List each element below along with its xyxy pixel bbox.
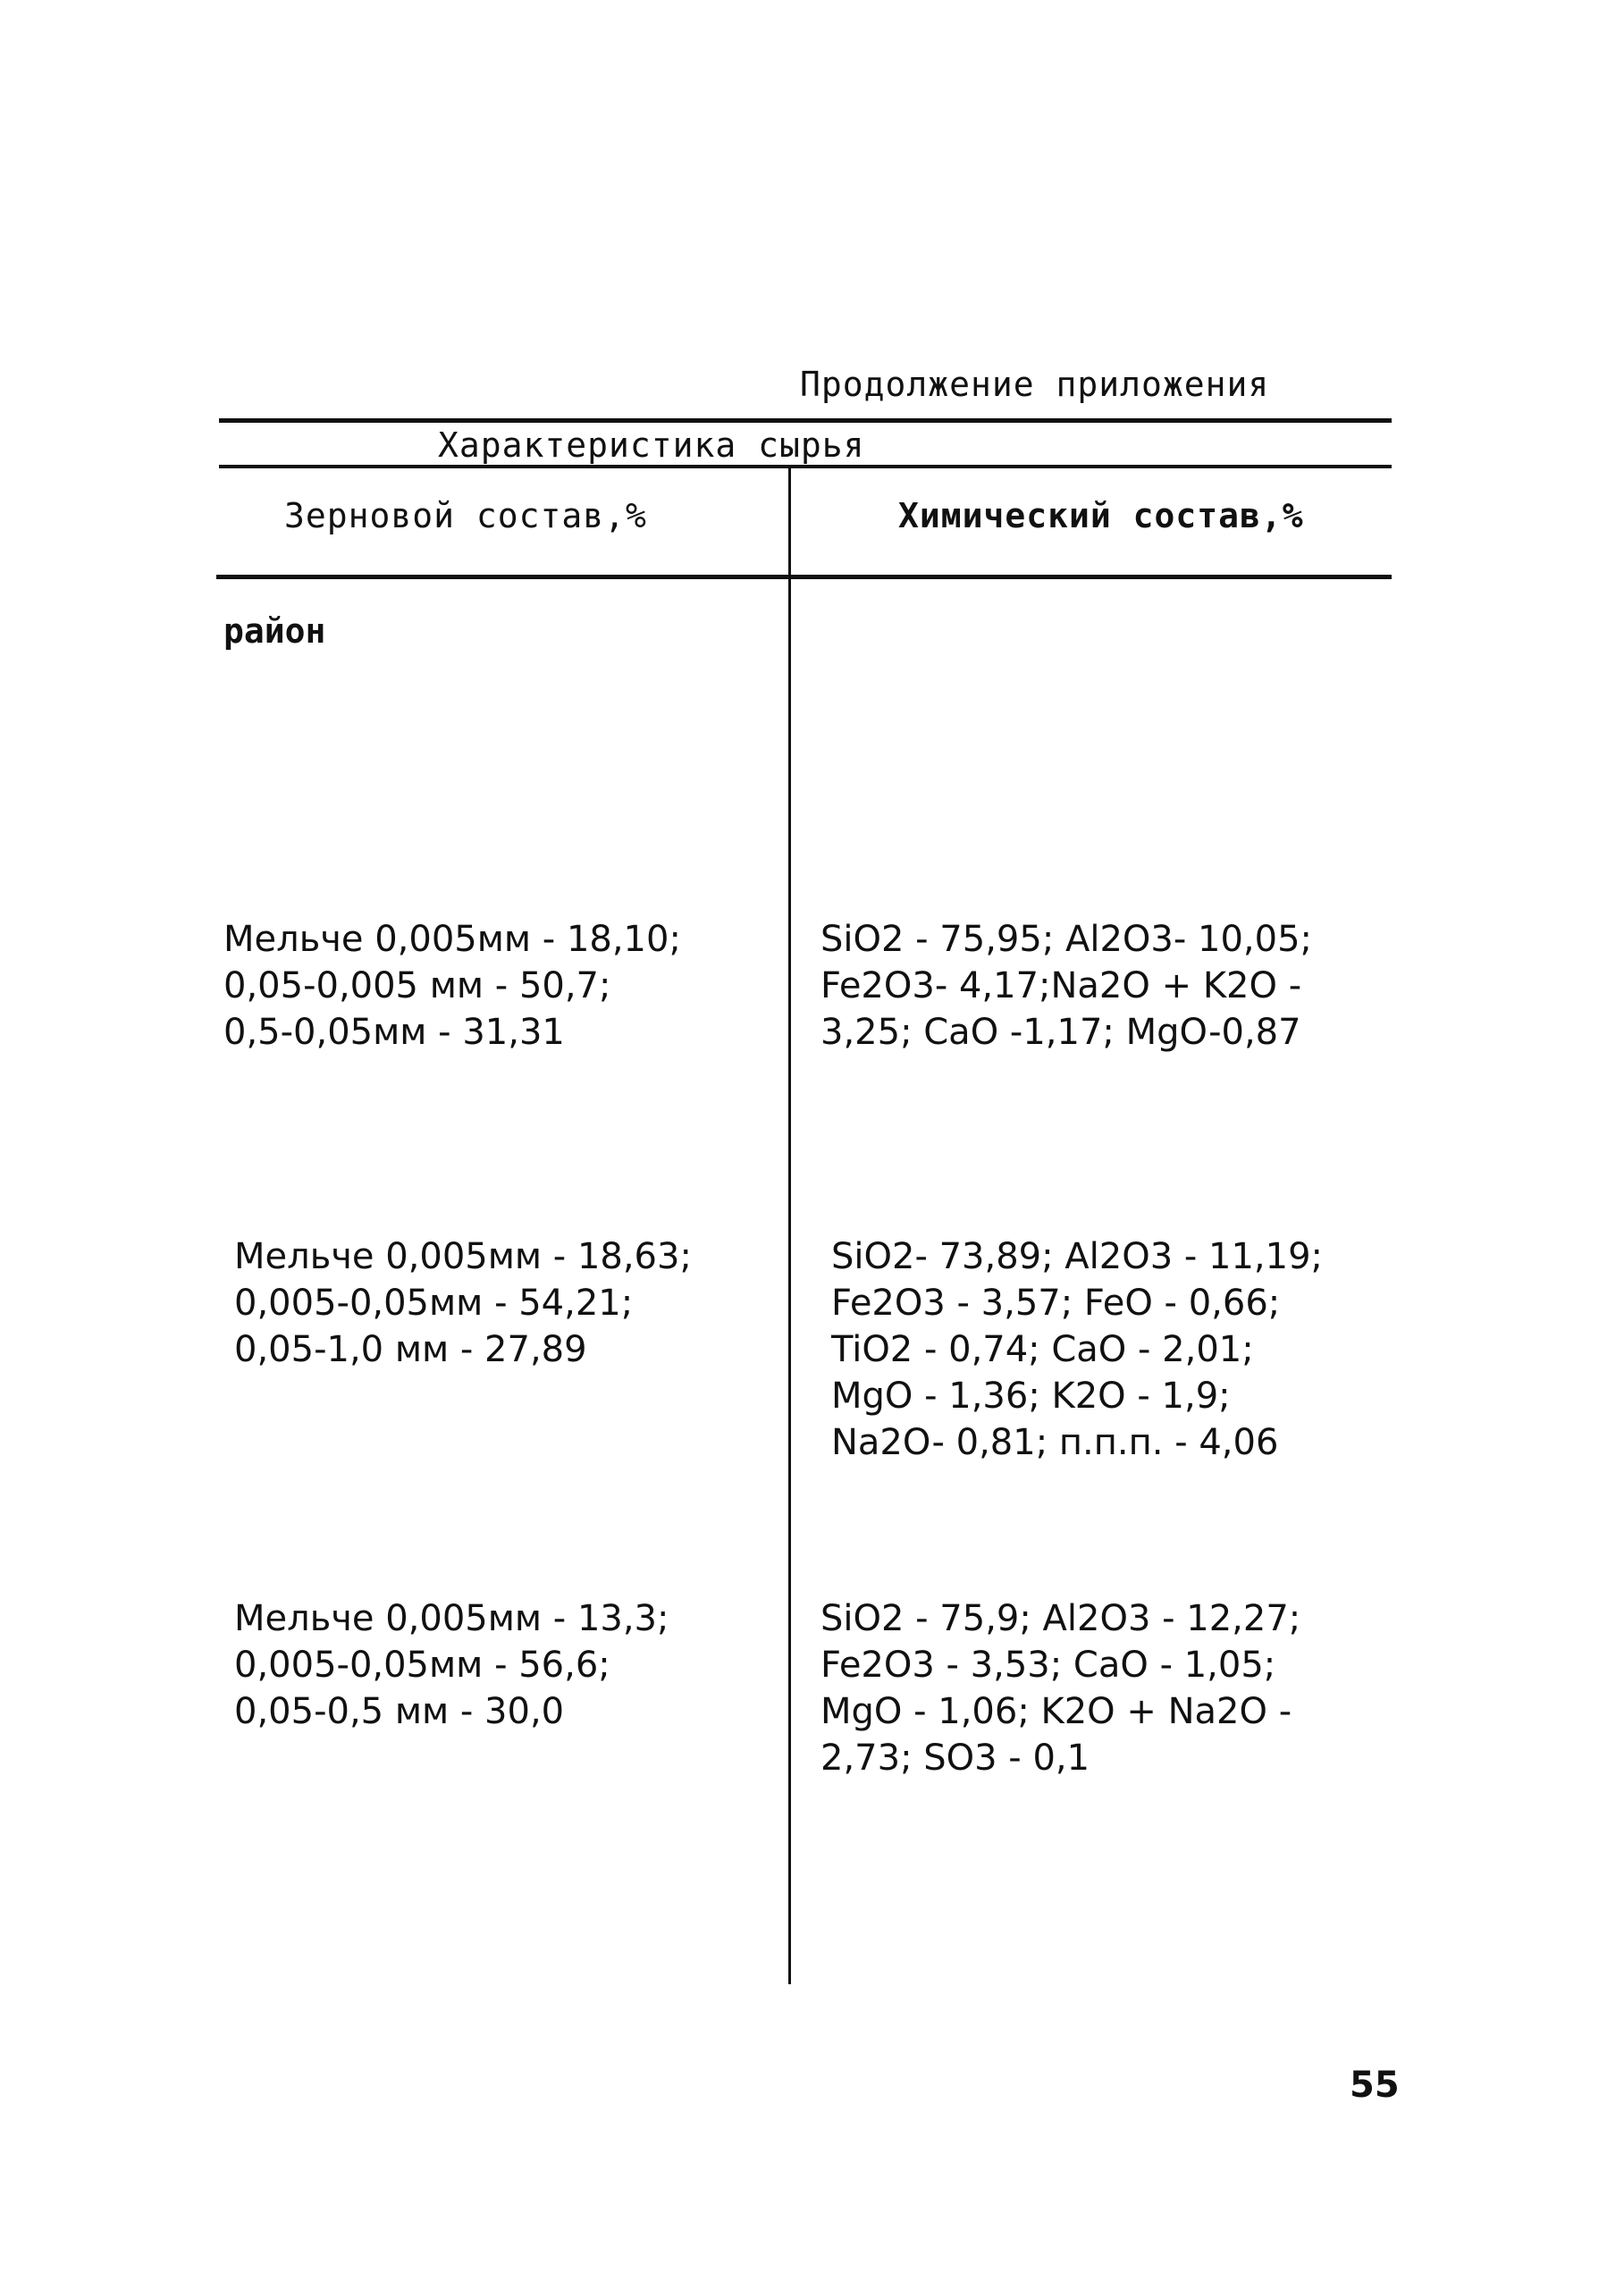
grain-line: 0,5-0,05мм - 31,31 — [223, 1012, 565, 1053]
chemical-line: SiO2 - 75,95; Al2O3- 10,05; — [820, 919, 1312, 960]
continuation-title: Продолжение приложения — [800, 365, 1270, 404]
column-divider — [788, 465, 791, 1984]
column-header-grain: Зерновой состав,% — [284, 496, 647, 535]
grain-line: Мельче 0,005мм - 18,10; — [223, 919, 681, 960]
chemical-line: TiO2 - 0,74; CaO - 2,01; — [831, 1329, 1254, 1370]
chemical-line: Fe2O3 - 3,53; CaO - 1,05; — [820, 1645, 1276, 1686]
chemical-line: SiO2- 73,89; Al2O3 - 11,19; — [831, 1236, 1323, 1277]
column-header-chemical: Химический состав,% — [898, 496, 1304, 535]
grain-line: Мельче 0,005мм - 13,3; — [234, 1598, 669, 1639]
table-row-3-grain — [234, 1595, 669, 1735]
grain-line: 0,005-0,05мм - 56,6; — [234, 1645, 610, 1686]
table-group-header: Характеристика сырья — [438, 425, 865, 465]
grain-line: 0,005-0,05мм - 54,21; — [234, 1283, 634, 1324]
chemical-line: MgO - 1,36; K2O - 1,9; — [831, 1376, 1231, 1417]
table-row-1-grain — [223, 916, 681, 1056]
chemical-line: Fe2O3- 4,17;Na2O + K2O - — [820, 965, 1302, 1006]
grain-line: 0,05-0,5 мм - 30,0 — [234, 1691, 565, 1732]
page-number: 55 — [1350, 2065, 1400, 2106]
table-header-bottom-rule — [216, 575, 1392, 579]
chemical-line: Na2O- 0,81; п.п.п. - 4,06 — [831, 1422, 1279, 1463]
table-subheader-rule — [219, 465, 1392, 468]
table-row-1-chemical — [820, 916, 1393, 1056]
grain-line: 0,05-0,005 мм - 50,7; — [223, 965, 611, 1006]
chemical-line: 2,73; SO3 - 0,1 — [820, 1738, 1090, 1779]
grain-line: Мельче 0,005мм - 18,63; — [234, 1236, 692, 1277]
chemical-line: SiO2 - 75,9; Al2O3 - 12,27; — [820, 1598, 1301, 1639]
table-row-3-chemical — [820, 1595, 1393, 1781]
region-label: район — [223, 611, 326, 651]
table-top-rule — [219, 418, 1392, 423]
chemical-line: 3,25; CaO -1,17; MgO-0,87 — [820, 1012, 1301, 1053]
table-row-2-chemical — [831, 1233, 1403, 1466]
chemical-line: Fe2O3 - 3,57; FeO - 0,66; — [831, 1283, 1281, 1324]
chemical-line: MgO - 1,06; K2O + Na2O - — [820, 1691, 1292, 1732]
table-row-2-grain — [234, 1233, 692, 1373]
grain-line: 0,05-1,0 мм - 27,89 — [234, 1329, 587, 1370]
